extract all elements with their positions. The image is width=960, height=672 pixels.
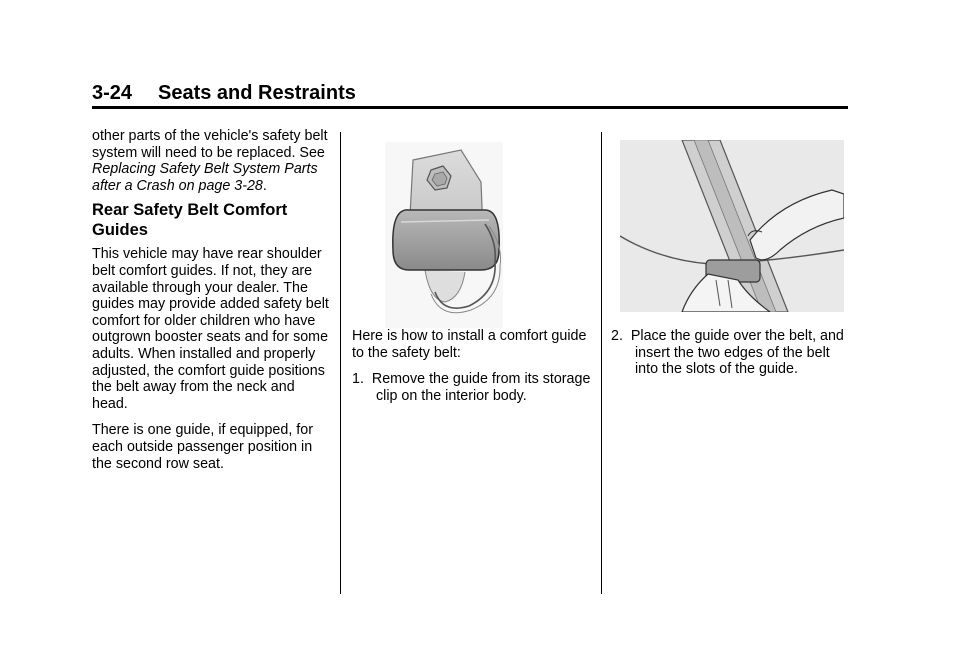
install-step-2: 2. Place the guide over the belt, and insert the two edges of the belt into the slots of the guide. bbox=[611, 328, 844, 378]
cross-reference-link[interactable]: Replacing Safety Belt System Parts after a Crash on page 3-28 bbox=[92, 161, 318, 194]
belt-installation-illustration bbox=[620, 140, 844, 312]
intro-paragraph bbox=[92, 128, 332, 194]
install-intro: Here is how to install a comfort guide to the safety belt: bbox=[352, 328, 587, 361]
intro-end: . bbox=[262, 177, 267, 194]
install-step-1: 1. Remove the guide from its storage clip on the interior body. bbox=[352, 371, 591, 404]
column-1 bbox=[92, 128, 332, 482]
comfort-guide-illustration bbox=[385, 142, 503, 328]
column-divider-1 bbox=[340, 132, 341, 594]
body-paragraph-2: There is one guide, if equipped, for each outside passenger position in the second row seat. bbox=[92, 422, 313, 472]
intro-text: other parts of the vehicle's safety belt system will need to be replaced. See bbox=[92, 128, 328, 161]
page-number: 3-24 bbox=[92, 82, 133, 104]
section-title: Seats and Restraints bbox=[158, 82, 356, 104]
body-paragraph-1: This vehicle may have rear shoulder belt comfort guides. If not, they are available through your dealer. The guides may provide added safety belt comfort for older children who have outgrown booster seats and for some adults. When installed and properly adjusted, the comfort guide positions the belt away from the neck and head. bbox=[92, 246, 329, 412]
column-2 bbox=[352, 328, 592, 404]
section-heading: Rear Safety Belt Comfort Guides bbox=[92, 201, 288, 240]
column-divider-2 bbox=[601, 132, 602, 594]
page-header bbox=[92, 80, 848, 109]
column-3 bbox=[611, 328, 851, 378]
